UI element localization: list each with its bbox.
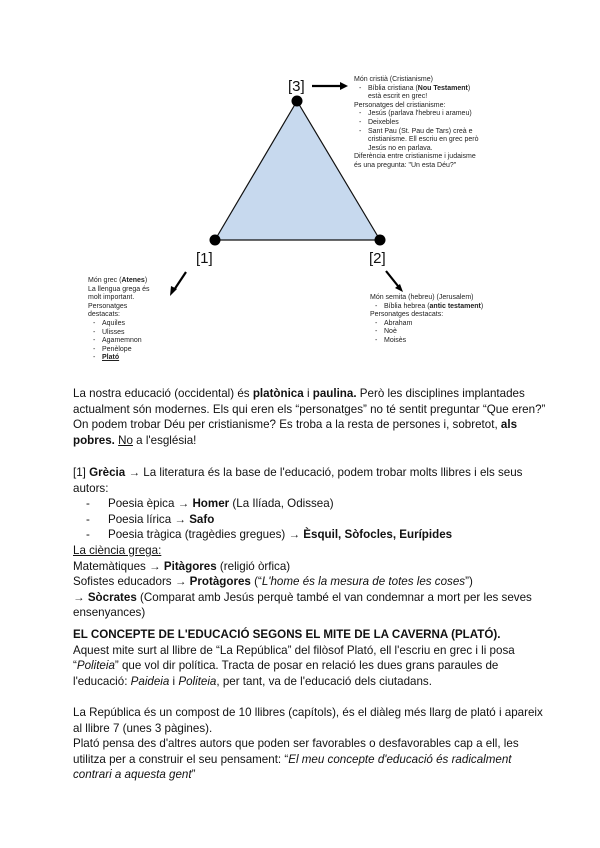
list-item: - Poesia lírica → Safo [73, 512, 533, 528]
list-item: - Bíblia cristiana (Nou Testament) està escrit en grec! [368, 85, 514, 102]
arrow-right-icon [312, 82, 348, 90]
list-item: - Moisès [384, 337, 520, 346]
list-item: - Poesia tràgica (tragèdies gregues) → Èsquil, Sòfocles, Eurípides [73, 527, 533, 543]
note-subtitle: Personatges del cristianisme: [354, 101, 446, 109]
label-2: [2] [369, 250, 386, 267]
vertex-left [210, 235, 221, 246]
list-item: - Aquiles [102, 320, 178, 329]
note-title: Món grec (Atenes) [88, 277, 148, 284]
intro-paragraph [73, 386, 546, 448]
text-line: actualment són modernes. Els qui eren els “personatges” no té sentit preguntar “Que eren?” [73, 402, 546, 416]
list-item: - Noè [384, 328, 520, 337]
text-line: La nostra educació (occidental) és platònica i paulina. Però les disciplines implantades [73, 387, 525, 400]
text-line: On podem trobar Déu per cristianisme? Es troba a la resta de persones i, sobretot, als [73, 418, 518, 432]
note-line: Diferència entre cristianisme i judaisme [354, 153, 476, 161]
list-item: - Plató [102, 354, 178, 363]
text-line: Plató pensa des d'altres autors que poden ser favorables o desfavorables cap a ell, les [73, 737, 519, 751]
text-line: Matemàtiques → Pitàgores (religió òrfica) [73, 559, 291, 573]
text-line: contrari a aquesta gent” [73, 768, 196, 782]
list-item: - Bíblia hebrea (antic testament) [384, 303, 520, 312]
note-subtitle: Personatges destacats: [370, 311, 444, 319]
note-line: molt important. [88, 294, 135, 302]
note-line: La llengua grega és [88, 285, 150, 293]
note-line: Personatges [88, 302, 128, 310]
list-item: - Sant Pau (St. Pau de Tars) creà e cristianisme. Ell escriu en grec però Jesús no en parlava. [368, 128, 514, 154]
text-line: “Politeia” que vol dir política. Tracta de posar en relació les dues grans paraules de [73, 659, 499, 673]
list-item: - Ulisses [102, 329, 178, 338]
list-item: - Deixebles [368, 119, 514, 128]
text-line: utilitza per a construir el seu pensament: “El meu concepte d'educació és radicalment [73, 752, 512, 766]
subheading: La ciència grega: [73, 543, 162, 557]
vertex-right [375, 235, 386, 246]
text-line: → Sòcrates (Comparat amb Jesús perquè també el van condemnar a mort per les seves [73, 590, 532, 604]
cave-section [73, 627, 543, 783]
greece-section [73, 465, 533, 621]
note-greek-world [88, 277, 178, 363]
list-item: - Agamemnon [102, 337, 178, 346]
label-3: [3] [288, 78, 305, 95]
arrow-down-right-icon [386, 271, 403, 292]
list-item: - Poesia èpica → Homer (La Ilíada, Odissea) [73, 496, 533, 512]
list-item: - Abraham [384, 320, 520, 329]
text-line: [1] Grècia → La literatura és la base de l'educació, podem trobar molts llibres i els seus [73, 466, 523, 479]
text-line: l'educació: Paideia i Politeia, per tant, va de l'educació dels ciutadans. [73, 674, 432, 688]
note-title: Món semita (hebreu) (Jerusalem) [370, 294, 474, 301]
note-title: Món cristià (Cristianisme) [354, 76, 433, 83]
text-line: Sofistes educadors → Protàgores (“L'home és la mesura de totes les coses”) [73, 575, 473, 589]
vertex-top [292, 96, 303, 107]
text-line: ensenyances) [73, 606, 146, 620]
note-line: és una pregunta: "Un esta Déu?" [354, 161, 457, 169]
note-christian-world [354, 76, 514, 171]
section-heading: EL CONCEPTE DE L'EDUCACIÓ SEGONS EL MITE DE LA CAVERNA (PLATÓ). [73, 628, 501, 641]
text-line: La República és un compost de 10 llibres (capítols), és el diàleg més llarg de plató i apareix [73, 705, 543, 719]
text-line: autors: [73, 481, 109, 495]
text-line: pobres. No a l'església! [73, 433, 197, 447]
label-1: [1] [196, 250, 213, 267]
text-line: al llibre 7 (unes 3 pàgines). [73, 721, 213, 735]
list-item: - Penèlope [102, 346, 178, 355]
list-item: - Jesús (parlava l'hebreu i arameu) [368, 110, 514, 119]
note-line: destacats: [88, 311, 120, 319]
note-semitic-world [370, 294, 520, 346]
text-line: Aquest mite surt al llibre de “La República” del filòsof Plató, ell l'escriu en grec i li posa [73, 643, 515, 657]
